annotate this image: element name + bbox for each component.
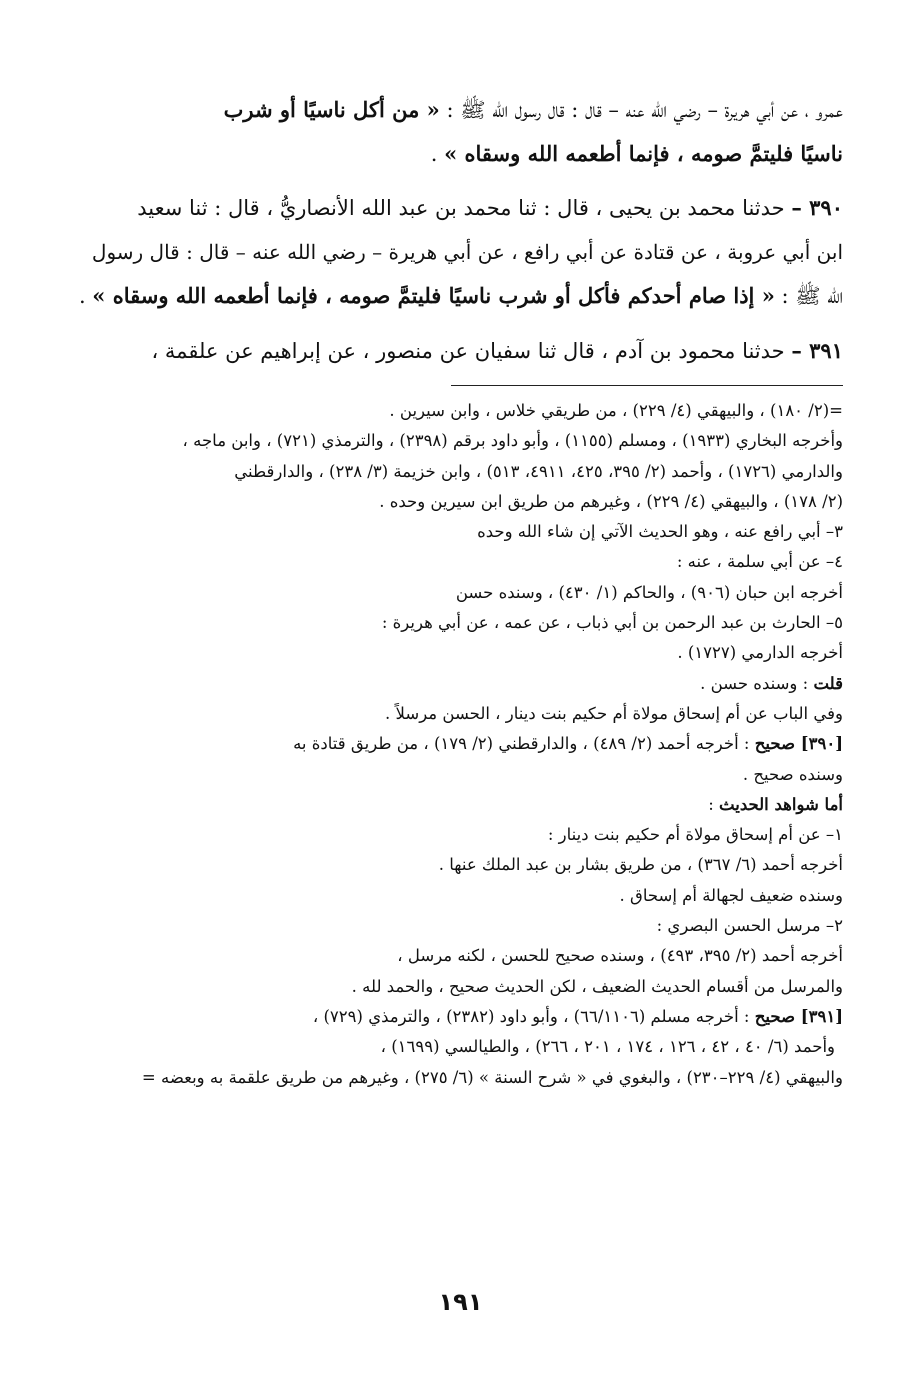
footnote-line: =(٢/ ١٨٠) ، والبيهقي (٤/ ٢٢٩) ، من طريقي خلاس ، وابن سيرين .	[389, 401, 843, 420]
footnotes	[78, 396, 843, 1093]
footnote-line: قلت : وسنده حسن .	[700, 673, 843, 693]
footnote-line: أخرجه الدارمي (١٧٢٧) .	[677, 643, 843, 663]
footnote-line: والمرسل من أقسام الحديث الضعيف ، لكن الحديث صحيح ، والحمد لله .	[351, 976, 843, 996]
hadith-391-line: ٣٩١ – حدثنا محمود بن آدم ، قال ثنا سفيان عن منصور ، عن إبراهيم عن علقمة ،	[151, 338, 843, 363]
footnote-line: [٣٩٠] صحيح : أخرجه أحمد (٢/ ٤٨٩) ، والدارقطني (٢/ ١٧٩) ، من طريق قتادة به	[293, 734, 843, 754]
footnote-line: والبيهقي (٤/ ٢٢٩–٢٣٠) ، والبغوي في « شرح السنة » (٦/ ٢٧٥) ، وغيرهم من طريق علقمة به وبعضه =	[141, 1067, 843, 1087]
footnote-line: ٥– الحارث بن عبد الرحمن بن أبي ذباب ، عن عمه ، عن أبي هريرة :	[381, 613, 843, 633]
footnote-line: ٢– مرسل الحسن البصري :	[656, 916, 843, 936]
footnote-line: أما شواهد الحديث :	[708, 794, 843, 814]
footnote-line: أخرجه أحمد (٦/ ٣٦٧) ، من طريق بشار بن عبد الملك عنها .	[438, 855, 843, 875]
footnote-line: وأحمد (٦/ ٤٠ ، ٤٢ ، ١٢٦ ، ١٧٤ ، ٢٠١ ، ٢٦٦) ، والطيالسي (١٦٩٩) ،	[380, 1037, 835, 1057]
footnote-line: ١– عن أم إسحاق مولاة أم حكيم بنت دينار :	[547, 825, 843, 845]
footnote-line: وأخرجه البخاري (١٩٣٣) ، ومسلم (١١٥٥) ، وأبو داود برقم (٢٣٩٨) ، والترمذي (٧٢١) ، وابن ماجه ،	[182, 431, 843, 451]
footnote-line: وفي الباب عن أم إسحاق مولاة أم حكيم بنت دينار ، الحسن مرسلاً .	[385, 703, 843, 723]
footnote-line: وسنده صحيح .	[742, 764, 843, 784]
main-line: ابن أبي عروبة ، عن قتادة عن أبي رافع ، عن أبي هريرة – رضي الله عنه – قال : قال رسول	[91, 240, 843, 264]
footnote-line: ٤– عن أبي سلمة ، عنه :	[676, 552, 843, 572]
footnote-line: والدارمي (١٧٢٦) ، وأحمد (٢/ ٣٩٥، ٤٢٥، ٤٩١١، ٥١٣) ، وابن خزيمة (٣/ ٢٣٨) ، والدارقطني	[234, 461, 843, 481]
footnote-line: (٢/ ١٧٨) ، والبيهقي (٤/ ٢٢٩) ، وغيرهم من طريق ابن سيرين وحده .	[379, 491, 843, 511]
main-line: عمرو ، عن أبي هريرة – رضي الله عنه – قال : قال رسول الله ﷺ : « من أكل ناسيًا أو شرب	[223, 97, 843, 122]
footnote-line: أخرجه ابن حبان (٩٠٦) ، والحاكم (١/ ٤٣٠) ، وسنده حسن	[455, 582, 843, 602]
footnote-line: ٣– أبي رافع عنه ، وهو الحديث الآتي إن شاء الله وحده	[477, 522, 843, 542]
main-text	[78, 88, 843, 373]
page-number: ١٩١	[438, 1288, 483, 1316]
footnote-line: أخرجه أحمد (٢/ ٣٩٥، ٤٩٣) ، وسنده صحيح للحسن ، لكنه مرسل ،	[397, 946, 843, 966]
main-line: ناسيًا فليتمَّ صومه ، فإنما أطعمه الله وسقاه » .	[430, 141, 843, 166]
footnote-divider	[451, 385, 843, 386]
hadith-390-line: ٣٩٠ – حدثنا محمد بن يحيى ، قال : ثنا محمد بن عبد الله الأنصاريُّ ، قال : ثنا سعيد	[137, 195, 843, 220]
footnote-line: وسنده ضعيف لجهالة أم إسحاق .	[619, 885, 843, 905]
main-line: الله ﷺ : « إذا صام أحدكم فأكل أو شرب ناسيًا فليتمَّ صومه ، فإنما أطعمه الله وسقاه » .	[78, 283, 843, 308]
footnote-line: [٣٩١] صحيح : أخرجه مسلم (٦٦/١١٠٦) ، وأبو داود (٢٣٨٢) ، والترمذي (٧٢٩) ،	[312, 1006, 843, 1026]
